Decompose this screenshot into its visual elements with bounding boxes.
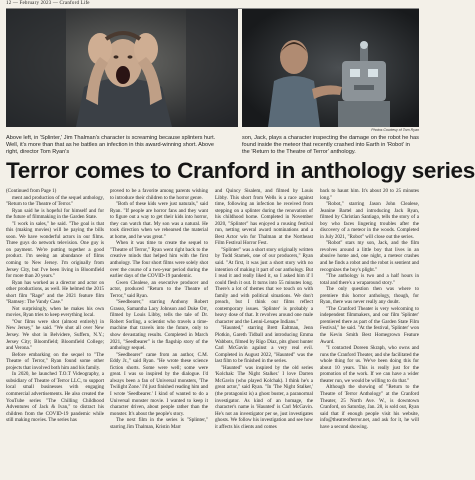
paragraph: "Seedbearer" came from an author, C.M. Eddy Jr.," said Ryan. "He wrote these science fiction shorts. Some were well; some were great. I was so inspired by the dialogue. I'd always been a fan of Universal monsters, 'The Twilight Zone.' I'd just finished reading him and I wrote 'Seedbearer.' I kind of wanted to do a Universal monster movie. I wanted to keep it character driven, about people rather than the monster. It's about the people's story. — [110, 351, 208, 417]
photo-caption-left: Above left, in 'Splinter,' Jim Thalman's character is screaming because splinters hurt. Well, it's more than that as he battles an infection in this award-winning short. Above right, director Tom Ryan's — [6, 135, 216, 155]
paragraph: "Seedbearer," starring Anthony Robert Grasso, Samantha Lacy Johnson and Duke Orr, filmed by Louis Libby, tells the tale of Dr. Robert Sorling, a scientist who travels a time-machine that travels into the future, only to show devastating results. Completed in March 2021, "Seedbearer" is the flagship story of the anthology sequel. — [110, 299, 208, 352]
photo-row — [6, 9, 419, 127]
paragraph: ment and production of the sequel anthology, "Return to the Theatre of Terror." — [6, 194, 104, 208]
headline: Terror comes to Cranford in anthology series — [6, 158, 475, 183]
paragraph: "Both of these kids were just naturals," said Ryan. "If people are horror fans and they want to figure out a way to get their kids into horror, they can watch that. My son was a natural. He took direction when we rehearsed the material at home, and he was great." — [110, 201, 208, 240]
article-column-1 — [6, 188, 104, 480]
photo-caption-right: son, Jack, plays a character inspecting the damage on the robot he has found inside the meteor that recently crashed into Earth in 'Robot' in the 'Return to the Theatre of Terror' anthology. — [242, 135, 419, 155]
robot-photo — [242, 9, 419, 127]
photo-credit: Photos Courtesy of Tom Ryan — [371, 128, 419, 132]
paragraph: "Robot" stars my son, Jack, and the film revolves around a little boy that lives in an abusive home and, one night, a meteor crashes and he finds a robot and the robot is sentient and recognizes the boy's plight." — [320, 240, 419, 273]
paragraph: "Robot," starring Jason John Clealese, Jeanine Bartel and introducing Jack Ryan, filmed by Christian Santiago, tells the story of a boy who faces lingering troubles after the discovery of a meteor in the woods. Completed in July 2021, "Robot" will close out the series. — [320, 201, 419, 240]
article-body — [6, 188, 419, 480]
paragraph: proved to be a favorite among parents wishing to introduce their children to the horror genre. — [110, 188, 208, 201]
article-column-2 — [110, 188, 208, 480]
paragraph: "Haunted," starring Brett Ealtman, Jenn Plotkin, Gareth Tidball and introducing Emma Wabbots, filmed by Rigo Diaz, pits ghost hunter Carl McGavin against a very real evil. Completed in August 2022, "Haunted" was the last film to be finished in the series. — [215, 325, 313, 365]
paragraph: Ryan said he is hopeful for himself and for the future of filmmaking in the Garden State. — [6, 207, 104, 221]
paragraph: Ryan has worked as a director and actor on other productions, as well. He helmed the 2015 short film "Rage" and the 2021 feature film "Ramsey: The Vandy Case." — [6, 279, 104, 306]
splinter-photo — [6, 9, 238, 127]
paragraph: and Quincy Sisalem, and filmed by Louis Libby. This short from Wells is a race against time, following an infection he received from stepping on a splinter during the renovation of his childhood home. Completed in November 2020, "Splinter" has enjoyed a rousing festival run, netting several award nominations and a Best Actor win for Thalman at the Northeast Film Festival Horror Fest. — [215, 188, 313, 247]
paragraph: "Our films were shot (almost entirely) in New Jersey," he said. "We shot all over New Jersey. We shot in Belvidere, Suffern, N.Y.; Jersey City; Bloomfield; Bloomfield College; and Verona." — [6, 318, 104, 352]
paragraph: "The anthology is two and a half hours in total and there's a wraparound story." — [320, 273, 419, 286]
paragraph: "The Cranford Theater is very welcoming to independent filmmakers, and our film 'Splinter' premiered there as part of the Garden State Film Festival," he said. "At the festival, 'Splinter' won the Kevin Smith Best Homegrown Feature Award. — [320, 305, 419, 345]
paragraph: Not surprisingly, when he makes his own movies, Ryan tries to keep everything local. — [6, 305, 104, 319]
paragraph: Although the showing of "Return to the Theatre of Terror Anthology" at the Cranford Theater, 25 North Ave. W., is downtown Cranford, on Saturday, Jan. 28, is sold out, Ryan said that if enough people visit his website, info@theatreofterror.net, and ask for it, he will have a second showing. — [320, 384, 419, 430]
article-column-3 — [215, 188, 313, 480]
paragraph: In 2020, he launched T.O.T Videography, a subsidiary of Theatre of Terror LLC, to support local small businesses with engaging commercial advertisements. He also created the YouTube series "The Chilling Childhood Adventures of Jack & Ivan," to distract his children from the COVID-19 pandemic while still making movies. The series has — [6, 371, 104, 424]
robot-scene-image — [242, 9, 419, 127]
byline: (Continued from Page 1) — [6, 188, 57, 194]
running-head: 12 — February 2023 — Cranford Life — [6, 0, 419, 9]
paragraph: The next film in the series is "Splinter," starring Jim Thalman, Kristin Marr — [110, 417, 208, 430]
paragraph: "I work in sales," he said. "The goal is that this (making movies) will be paying the bills soon. We have wonderful actors in our films. Three guys do network television. One guy is on payment. We're putting together a good product. I'm seeing an abundance of films coming to New Jersey. I'm originally from Jersey City, but I've been living in Bloomfield for more than 20 years." — [6, 220, 104, 280]
splinter-scene-image — [6, 9, 238, 127]
paragraph: Before embarking on the sequel to "The Theatre of Terror," Ryan found some other projects that involved both him and his family. — [6, 351, 104, 371]
paragraph: Gwen Clealese, an executive producer and actor, produced "Return to the Theatre of Terror," said Ryan. — [110, 279, 208, 299]
paragraph: The only question then was where to premiere this horror anthology, though, for Ryan, there was never really any doubt. — [320, 286, 419, 306]
paragraph: back to haunt him. It's about 20 to 25 minutes long." — [320, 188, 419, 201]
paragraph: "Splinter" was a short story originally written by Todd Starnek, one of our producers," Ryan said. "At first, it was just a short story with no intention of making it part of our anthology. But I read it and really liked it, so I asked him if I could flesh it out. It turns into 55 minutes long. There's a lot of themes that we touch on with family and with political situations. We don't preach, but I think our films reflect contemporary issues. 'Splinter' is probably a heavy dose of that. It revolves around one male character and the Lenni-Lenape Indians." — [215, 246, 313, 325]
article-column-4 — [320, 188, 419, 480]
paragraph: "Haunted" was inspired by the old series 'Kolchak: The Night Stalker.' I love Darren McGavin (who played Kolchak). I think he's a great actor," said Ryan. "In 'The Night Stalker,' (the protagonist is) a ghost buster, a paranormal investigator. As kind of an homage, the character's name is 'Haunted' is Carl McGavin. He's not an investigator per se, just investigates ghosts. We follow his investigation and see how it affects his clients and comes — [215, 364, 313, 430]
paragraph: "I contacted Doreen Skraph, who owns and runs the Cranford Theater, and she facilitated the whole thing for us. We've been doing this for about 10 years. This is really just for the promotion of the work. If we can have a wider theater run, we would be willing to do that." — [320, 345, 419, 384]
paragraph: When it was time to create the sequel to "Theatre of Terror," Ryan went right back to the creative minds that helped him with the first anthology. The four short films were solely shot over the course of a two-year period during the earlier days of the COVID-19 pandemic. — [110, 240, 208, 280]
